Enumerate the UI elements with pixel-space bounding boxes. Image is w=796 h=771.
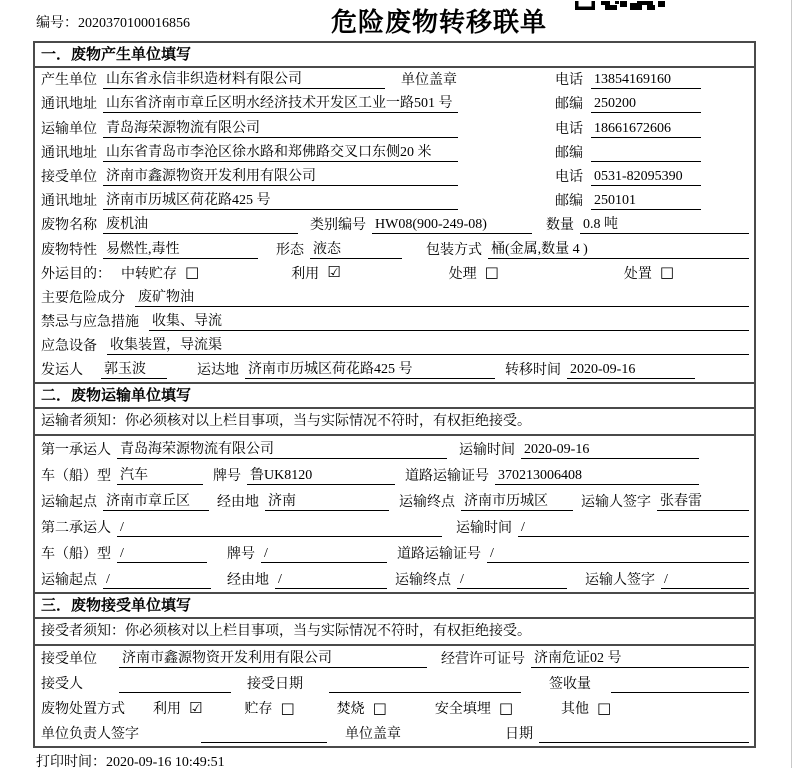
field-vehicle2-type: / [117,546,207,563]
label-waste-form: 形态 [276,242,304,258]
field-receiver-phone: 0531-82095390 [591,169,701,186]
field-producer-zip: 250200 [591,96,701,113]
field-vehicle1-cert: 370213006408 [495,468,699,485]
disposal-option-storage-label: 贮存 [244,702,273,718]
field-license: 济南危证02 号 [531,647,749,668]
field-seal-date [539,726,749,743]
label-unit-seal: 单位盖章 [401,73,457,89]
row-responsible-signature [35,721,754,746]
field-hazard-component: 废矿物油 [135,286,749,307]
field-packing: 桶(金属,数量 4 ) [488,238,749,259]
row-receiver-address [35,189,754,213]
purpose-dispose-checkbox-icon: □ [659,263,675,282]
row-route2 [35,566,754,592]
field-producer-address: 山东省济南市章丘区明水经济技术开发区工业一路501 号 [103,92,458,113]
label-hazard-component: 主要危险成分 [41,290,125,306]
label-route1-via: 经由地 [217,495,259,511]
field-route1-start: 济南市章丘区 [103,490,209,511]
field-accept-date [329,676,521,693]
purpose-storage-checkbox-icon: □ [185,263,200,282]
field-destination: 济南市历城区荷花路425 号 [245,358,495,379]
label-waste-property: 废物特性 [41,242,97,258]
label-producer-zip: 邮编 [555,97,583,113]
row-emergency-equipment [35,334,754,358]
field-waste-code: HW08(900-249-08) [372,217,532,234]
row-waste-property [35,237,754,261]
field-transporter-zip [591,145,701,162]
receiver-phone-group [555,166,701,186]
row-producer [35,68,754,92]
label-carrier2: 第二承运人 [41,521,111,537]
field-producer-name: 山东省永信非织造材料有限公司 [103,68,385,89]
row-receiver [35,165,754,189]
row-accept-unit [35,646,754,671]
field-route2-sign: / [661,572,749,589]
label-waste-name: 废物名称 [41,218,97,234]
purpose-option-utilize-label: 利用 [291,266,320,282]
field-vehicle2-cert: / [487,546,749,563]
label-transfer-time: 转移时间 [505,363,561,379]
label-transporter: 运输单位 [41,121,97,137]
print-time-label: 打印时间： [36,755,106,770]
field-waste-qty: 0.8 吨 [580,213,749,234]
serial-label: 编号： [36,16,78,31]
label-signed-qty: 签收量 [549,677,591,693]
field-waste-property: 易燃性,毒性 [103,238,258,259]
label-transporter-address: 通讯地址 [41,145,97,161]
purpose-option-dispose [624,263,674,283]
label-waste-code: 类别编号 [310,218,366,234]
label-accept-date: 接受日期 [247,677,303,693]
label-route1-start: 运输起点 [41,495,97,511]
disposal-incinerate-checkbox-icon: □ [372,698,387,717]
label-transporter-phone: 电话 [555,121,583,137]
serial-number: 2020370100016856 [78,16,190,31]
disposal-option-storage [244,698,294,718]
label-vehicle1-cert: 道路运输证号 [405,469,489,485]
label-receiver-address: 通讯地址 [41,194,97,210]
row-transfer-purpose [35,262,754,286]
field-transporter-phone: 18661672606 [591,121,701,138]
label-unit-seal-bottom: 单位盖章 [345,727,401,743]
field-taboo-measures: 收集、导流 [149,310,749,331]
disposal-storage-checkbox-icon: □ [280,698,295,717]
disposal-option-incinerate [337,698,387,718]
page-right-edge [791,0,792,768]
field-vehicle1-type: 汽车 [117,464,203,485]
field-carrier2: / [117,520,442,537]
row-carrier1 [35,436,754,462]
label-route2-via: 经由地 [227,573,269,589]
field-carrier1-time: 2020-09-16 [521,442,699,459]
label-producer-address: 通讯地址 [41,97,97,113]
row-producer-address [35,92,754,116]
disposal-option-landfill [435,698,513,718]
label-emergency-equipment: 应急设备 [41,339,97,355]
label-route1-end: 运输终点 [399,495,455,511]
manifest-form [33,41,756,748]
field-producer-phone: 13854169160 [591,72,701,89]
label-shipper: 发运人 [41,363,83,379]
row-accept-person [35,671,754,696]
label-vehicle1-plate: 牌号 [213,469,241,485]
field-transfer-time: 2020-09-16 [567,362,695,379]
disposal-option-utilize-label: 利用 [153,702,181,718]
purpose-utilize-checkbox-icon: ☑ [327,263,341,282]
field-waste-name: 废机油 [103,213,298,234]
field-route2-via: / [275,572,387,589]
receiver-zip-group [555,190,701,210]
field-route1-end: 济南市历城区 [461,490,573,511]
disposal-utilize-checkbox-icon: ☑ [189,698,203,717]
label-receiver: 接受单位 [41,169,97,185]
section3-title: 三．废物接受单位填写 [35,592,754,619]
label-carrier1: 第一承运人 [41,443,111,459]
page-title: 危险废物转移联单 [331,7,548,37]
section2-notice: 运输者须知：你必须核对以上栏目事项，当与实际情况不符时，有权拒绝接受。 [35,409,754,436]
label-waste-qty: 数量 [546,218,574,234]
label-seal-date: 日期 [505,727,533,743]
label-vehicle2-plate: 牌号 [227,547,255,563]
field-shipper: 郭玉波 [101,358,167,379]
field-receiver-zip: 250101 [591,193,701,210]
purpose-option-treat [449,263,499,283]
label-receiver-phone: 电话 [555,169,583,185]
row-carrier2 [35,514,754,540]
label-packing: 包装方式 [426,242,482,258]
purpose-treat-checkbox-icon: □ [484,263,499,282]
section3-notice: 接受者须知：你必须核对以上栏目事项，当与实际情况不符时，有权拒绝接受。 [35,619,754,646]
label-vehicle2-cert: 道路运输证号 [397,547,481,563]
row-vehicle2 [35,540,754,566]
label-receiver-zip: 邮编 [555,194,583,210]
row-taboo-measures [35,310,754,334]
disposal-option-incinerate-label: 焚烧 [336,702,365,718]
row-vehicle1 [35,462,754,488]
label-disposal-method: 废物处置方式 [41,702,125,718]
label-destination: 运达地 [197,363,239,379]
field-vehicle2-plate: / [261,546,387,563]
field-transporter-address: 山东省青岛市李沧区徐水路和郑佛路交叉口东侧20 米 [103,141,458,162]
purpose-option-storage-label: 中转贮存 [121,266,177,282]
label-taboo-measures: 禁忌与应急措施 [41,315,139,331]
label-transporter-zip: 邮编 [555,145,583,161]
section2-title: 二．废物运输单位填写 [35,382,754,409]
row-route1 [35,488,754,514]
disposal-option-other [561,698,611,718]
disposal-other-checkbox-icon: □ [597,698,612,717]
label-carrier2-time: 运输时间 [456,521,512,537]
field-waste-form: 液态 [310,238,402,259]
disposal-option-landfill-label: 安全填埋 [434,702,491,718]
label-carrier1-time: 运输时间 [459,443,515,459]
label-route2-end: 运输终点 [395,573,451,589]
field-transporter-name: 青岛海荣源物流有限公司 [103,117,458,138]
purpose-option-utilize [291,263,340,283]
serial-number-line [36,12,190,32]
disposal-landfill-checkbox-icon: □ [498,698,514,717]
label-accept-unit: 接受单位 [41,652,97,668]
row-transporter-address [35,141,754,165]
row-waste-name [35,213,754,237]
row-shipper [35,358,754,382]
field-receiver-name: 济南市鑫源物资开发利用有限公司 [103,165,458,186]
field-responsible-signature [201,726,327,743]
label-responsible-signature: 单位负责人签字 [41,727,139,743]
label-route1-sign: 运输人签字 [581,495,651,511]
transporter-phone-group [555,118,701,138]
label-producer-phone: 电话 [555,73,583,89]
row-disposal-method [35,696,754,721]
field-carrier2-time: / [518,520,749,537]
label-vehicle2-type: 车（船）型 [41,547,111,563]
purpose-option-dispose-label: 处置 [623,266,652,282]
label-vehicle1-type: 车（船）型 [41,469,111,485]
label-license: 经营许可证号 [441,652,525,668]
field-receiver-address: 济南市历城区荷花路425 号 [103,189,458,210]
field-route1-sign: 张春雷 [657,490,749,511]
label-accept-person: 接受人 [41,677,83,693]
field-route2-start: / [103,572,211,589]
row-transporter [35,116,754,140]
field-vehicle1-plate: 鲁UK8120 [247,464,395,485]
producer-zip-group [555,93,701,113]
field-route2-end: / [457,572,567,589]
transporter-zip-group [555,142,701,162]
label-producer: 产生单位 [41,73,97,89]
print-time-line [36,751,225,771]
producer-phone-group [555,69,701,89]
disposal-option-other-label: 其他 [561,702,590,718]
field-carrier1: 青岛海荣源物流有限公司 [117,438,447,459]
purpose-option-treat-label: 处理 [448,266,477,282]
label-transfer-purpose: 外运目的： [41,266,111,282]
label-route2-start: 运输起点 [41,573,97,589]
label-route2-sign: 运输人签字 [585,573,655,589]
print-time-value: 2020-09-16 10:49:51 [106,755,225,770]
purpose-option-storage [121,263,199,283]
disposal-option-utilize [153,698,202,718]
field-emergency-equipment: 收集装置，导流渠 [107,334,749,355]
section1-title: 一．废物产生单位填写 [35,43,754,68]
row-hazard-component [35,286,754,310]
field-accept-unit: 济南市鑫源物资开发利用有限公司 [119,647,427,668]
field-signed-qty [611,676,749,693]
field-route1-via: 济南 [265,490,389,511]
field-accept-person [119,676,231,693]
qr-code-fragment [575,0,665,16]
